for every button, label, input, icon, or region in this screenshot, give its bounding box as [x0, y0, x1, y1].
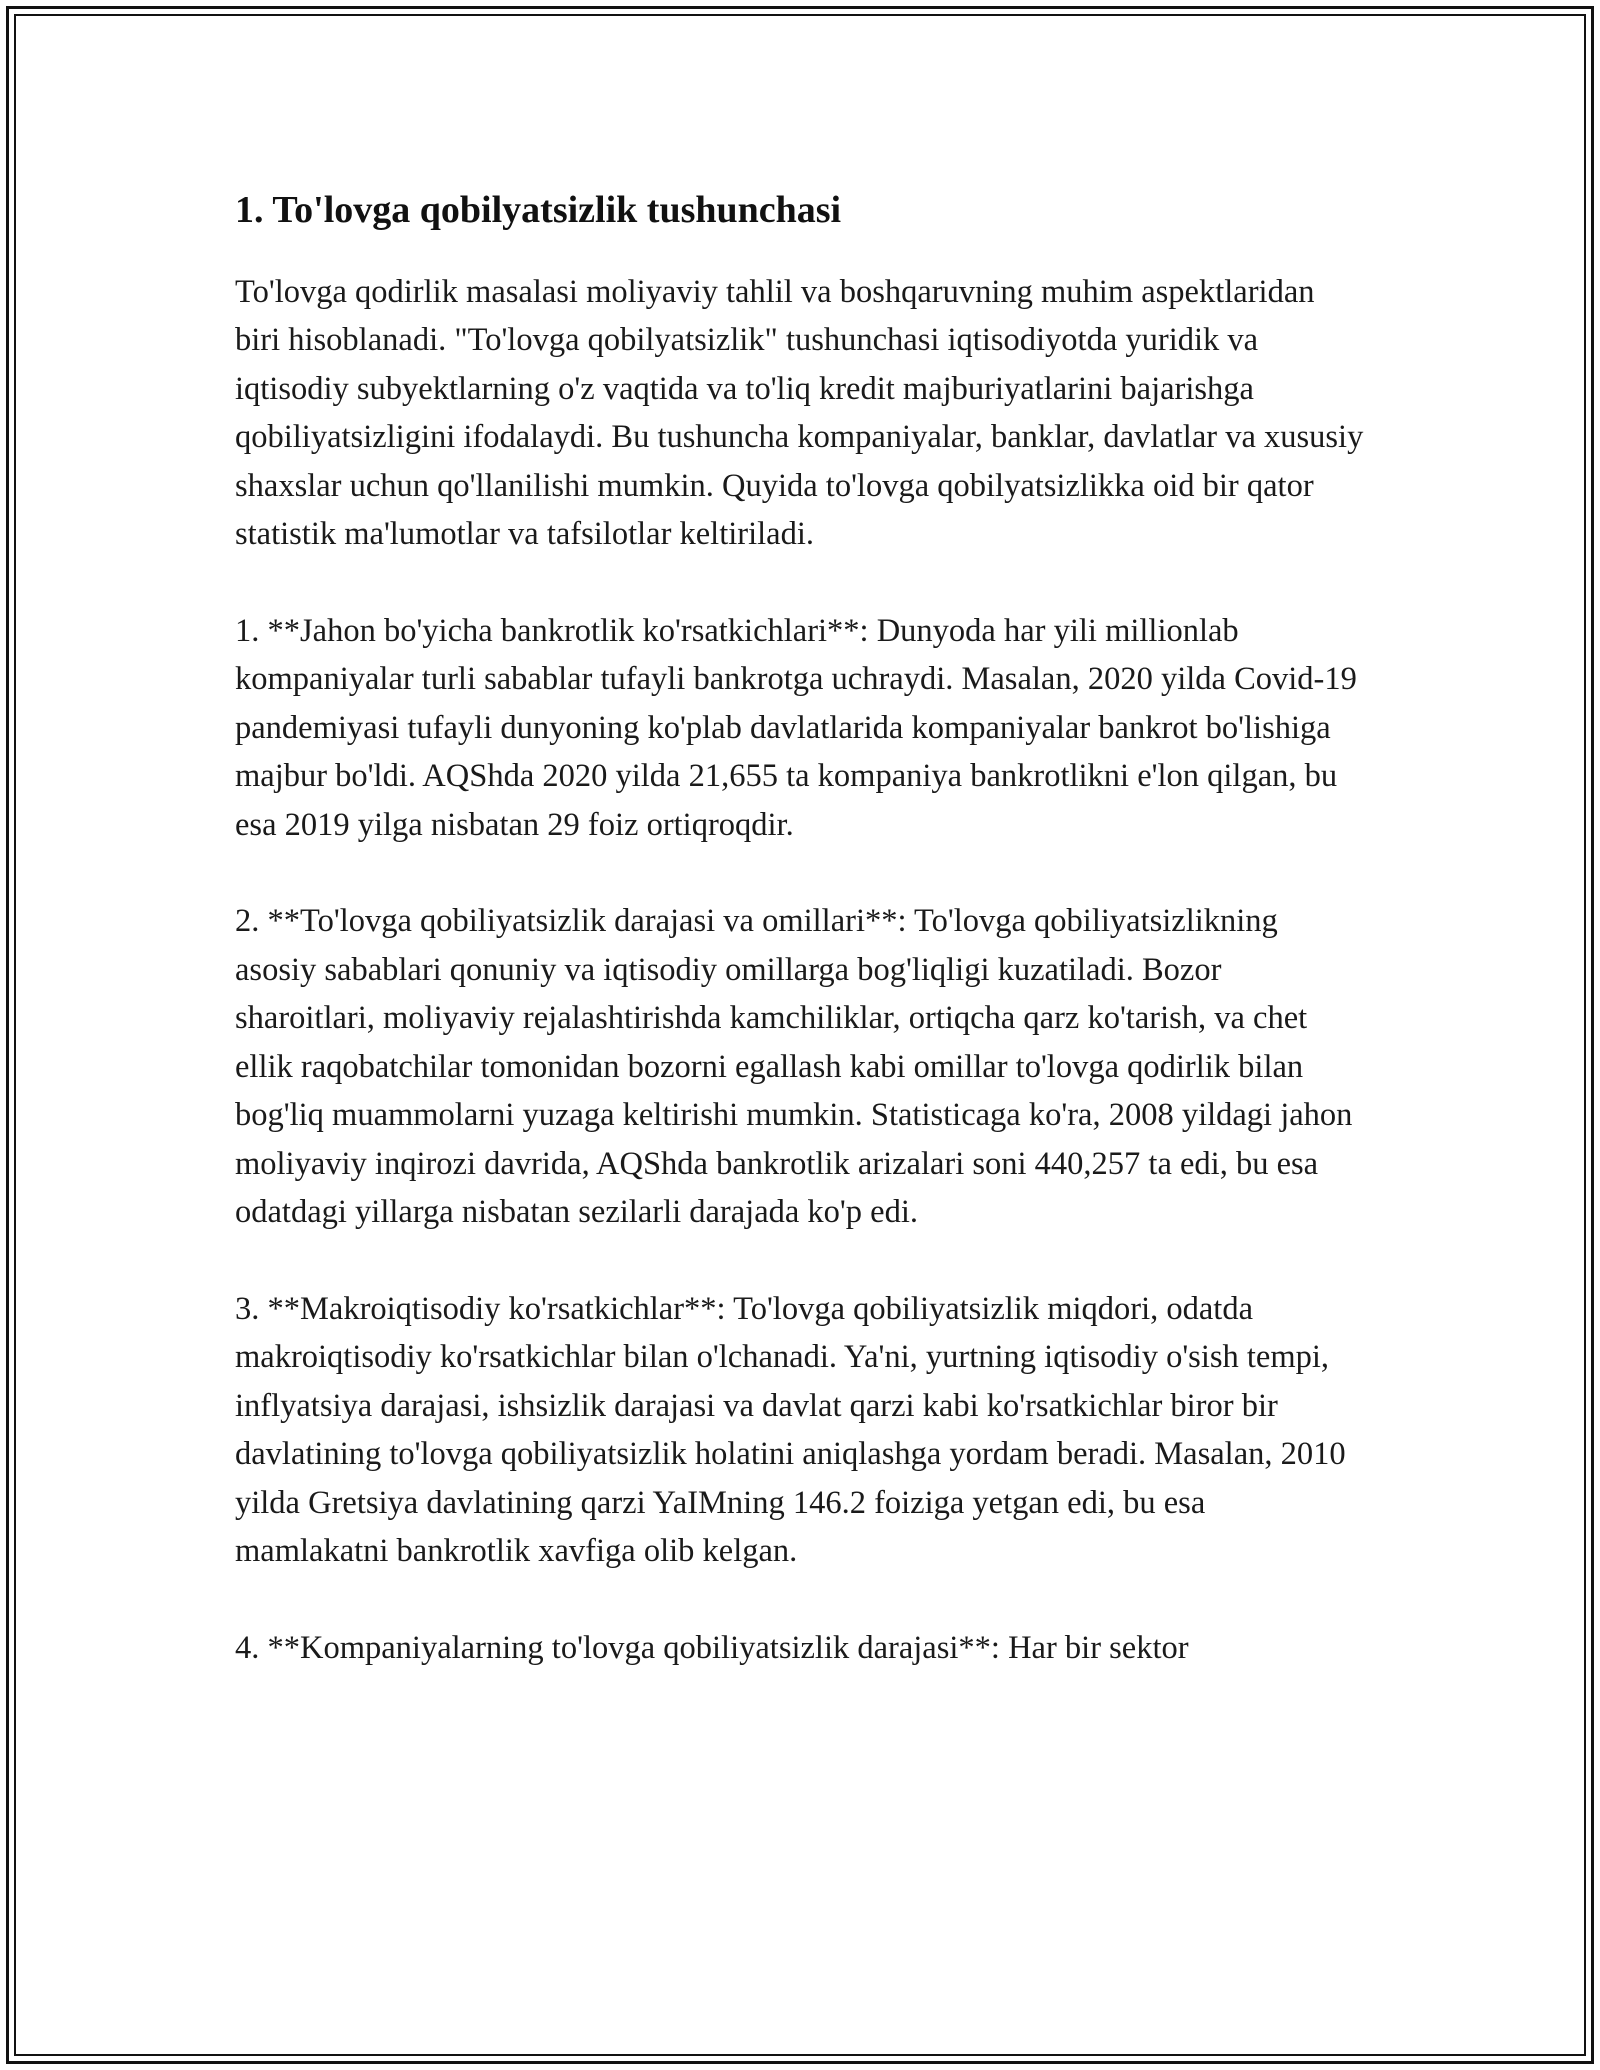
intro-paragraph: To'lovga qodirlik masalasi moliyaviy tahlil va boshqaruvning muhim aspektlaridan biri hisoblanadi. "To'lovga qobilyatsizlik" tushunchasi iqtisodiyotda yuridik va iqtisodiy subyektlarning o'z vaqtida va to'liq kredit majburiyatlarini bajarishga qobiliyatsizligini ifodalaydi. Bu tushuncha kompaniyalar, banklar, davlatlar va xususiy shaxslar uchun qo'llanilishi mumkin. Quyida to'lovga qobilyatsizlikka oid bir qator statistik ma'lumotlar va tafsilotlar keltiriladi. — [235, 273, 1364, 553]
paragraph-bankruptcy-indicators: 1. **Jahon bo'yicha bankrotlik ko'rsatkichlari**: Dunyoda har yili millionlab kompaniyalar turli sabablar tufayli bankrotga uchraydi. Masalan, 2020 yilda Covid-19 pandemiyasi tufayli dunyoning ko'plab davlatlarida kompaniyalar bankrot bo'lishiga majbur bo'ldi. AQShda 2020 yilda 21,655 ta kompaniya bankrotlikni e'lon qilgan, bu esa 2019 yilga nisbatan 29 foiz ortiqroqdir. — [235, 612, 1357, 843]
paragraph-company-insolvency: 4. **Kompaniyalarning to'lovga qobiliyatsizlik darajasi**: Har bir sektor — [235, 1629, 1189, 1666]
section-heading: 1. To'lovga qobilyatsizlik tushunchasi — [235, 189, 842, 231]
document-body — [235, 188, 1365, 1720]
paragraph-macroeconomic-indicators: 3. **Makroiqtisodiy ko'rsatkichlar**: To'lovga qobiliyatsizlik miqdori, odatda makroiqtisodiy ko'rsatkichlar bilan o'lchanadi. Ya'ni, yurtning iqtisodiy o'sish tempi, inflyatsiya darajasi, ishsizlik darajasi va davlat qarzi kabi ko'rsatkichlar biror bir davlatining to'lovga qobiliyatsizlik holatini aniqlashga yordam beradi. Masalan, 2010 yilda Gretsiya davlatining qarzi YaIMning 146.2 foiziga yetgan edi, bu esa mamlakatni bankrotlik xavfiga olib kelgan. — [235, 1290, 1346, 1570]
paragraph-insolvency-factors: 2. **To'lovga qobiliyatsizlik darajasi va omillari**: To'lovga qobiliyatsizlikning asosiy sabablari qonuniy va iqtisodiy omillarga bog'liqligi kuzatiladi. Bozor sharoitlari, moliyaviy rejalashtirishda kamchiliklar, ortiqcha qarz ko'tarish, va chet ellik raqobatchilar tomonidan bozorni egallash kabi omillar to'lovga qodirlik bilan bog'liq muammolarni yuzaga keltirishi mumkin. Statisticaga ko'ra, 2008 yildagi jahon moliyaviy inqirozi davrida, AQShda bankrotlik arizalari soni 440,257 ta edi, bu esa odatdagi yillarga nisbatan sezilarli darajada ko'p edi. — [235, 903, 1353, 1231]
